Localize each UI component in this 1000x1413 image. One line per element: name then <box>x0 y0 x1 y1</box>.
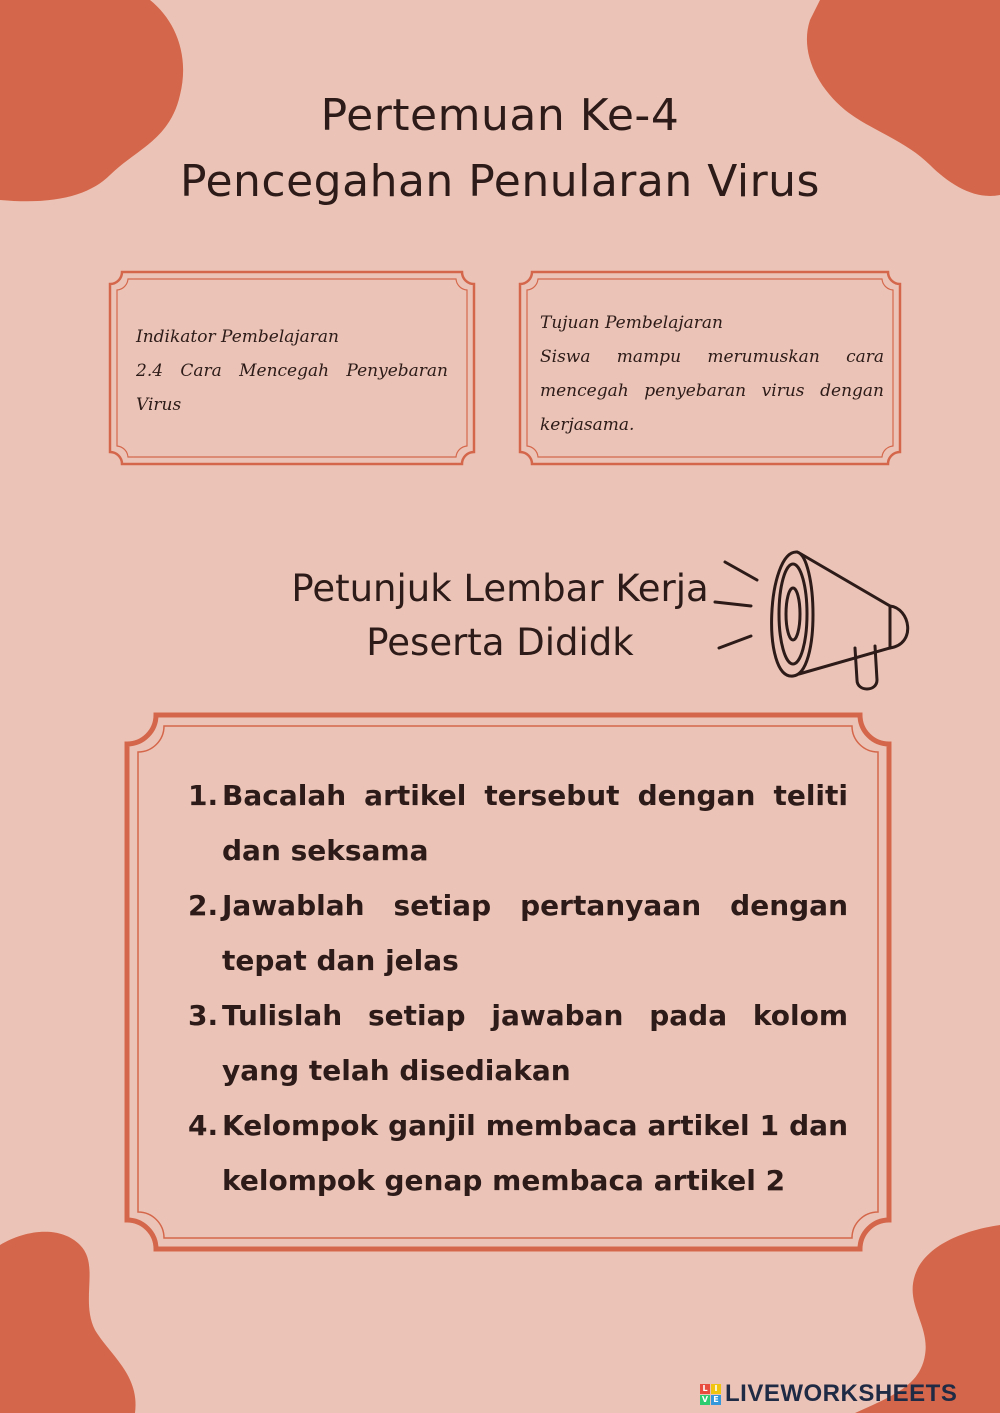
petunjuk-heading-line2: Peserta Dididk <box>366 621 634 664</box>
tujuan-heading: Tujuan Pembelajaran <box>540 313 723 333</box>
tujuan-text: Siswa mampu merumuskan cara mencegah penyebaran virus dengan kerjasama. <box>540 347 884 435</box>
step-item <box>188 988 848 1098</box>
step-item <box>188 1098 848 1208</box>
step-number: 1. <box>188 779 219 812</box>
page-title-line1: Pertemuan Ke-4 <box>320 90 680 141</box>
tujuan-box <box>518 270 902 466</box>
step-item <box>188 878 848 988</box>
step-number: 3. <box>188 999 219 1032</box>
liveworksheets-logo[interactable] <box>700 1377 957 1411</box>
step-text: Jawablah setiap pertanyaan dengan tepat dan jelas <box>222 889 848 977</box>
steps-list <box>188 768 848 1208</box>
corner-blob-bottom-left <box>0 1225 145 1413</box>
indikator-box <box>108 270 476 466</box>
indikator-text: 2.4 Cara Mencegah Penyebaran Virus <box>136 361 448 415</box>
indikator-heading: Indikator Pembelajaran <box>136 327 340 347</box>
instructions-box <box>124 712 892 1252</box>
step-number: 2. <box>188 889 219 922</box>
liveworksheets-logo-text: LIVEWORKSHEETS <box>725 1380 958 1407</box>
step-text: Tulislah setiap jawaban pada kolom yang telah disediakan <box>222 999 848 1087</box>
step-text: Kelompok ganjil membaca artikel 1 dan kelompok genap membaca artikel 2 <box>222 1109 848 1197</box>
logo-letter: E <box>711 1395 721 1405</box>
step-item <box>188 768 848 878</box>
page-title-line2: Pencegahan Penularan Virus <box>180 156 820 207</box>
megaphone-icon <box>705 540 920 700</box>
step-text: Bacalah artikel tersebut dengan teliti dan seksama <box>222 779 848 867</box>
liveworksheets-logo-icon <box>700 1384 721 1405</box>
step-number: 4. <box>188 1109 219 1142</box>
logo-letter: I <box>711 1384 721 1394</box>
logo-letter: V <box>701 1394 709 1404</box>
petunjuk-heading-line1: Petunjuk Lembar Kerja <box>291 567 709 610</box>
logo-letter: L <box>700 1384 710 1394</box>
